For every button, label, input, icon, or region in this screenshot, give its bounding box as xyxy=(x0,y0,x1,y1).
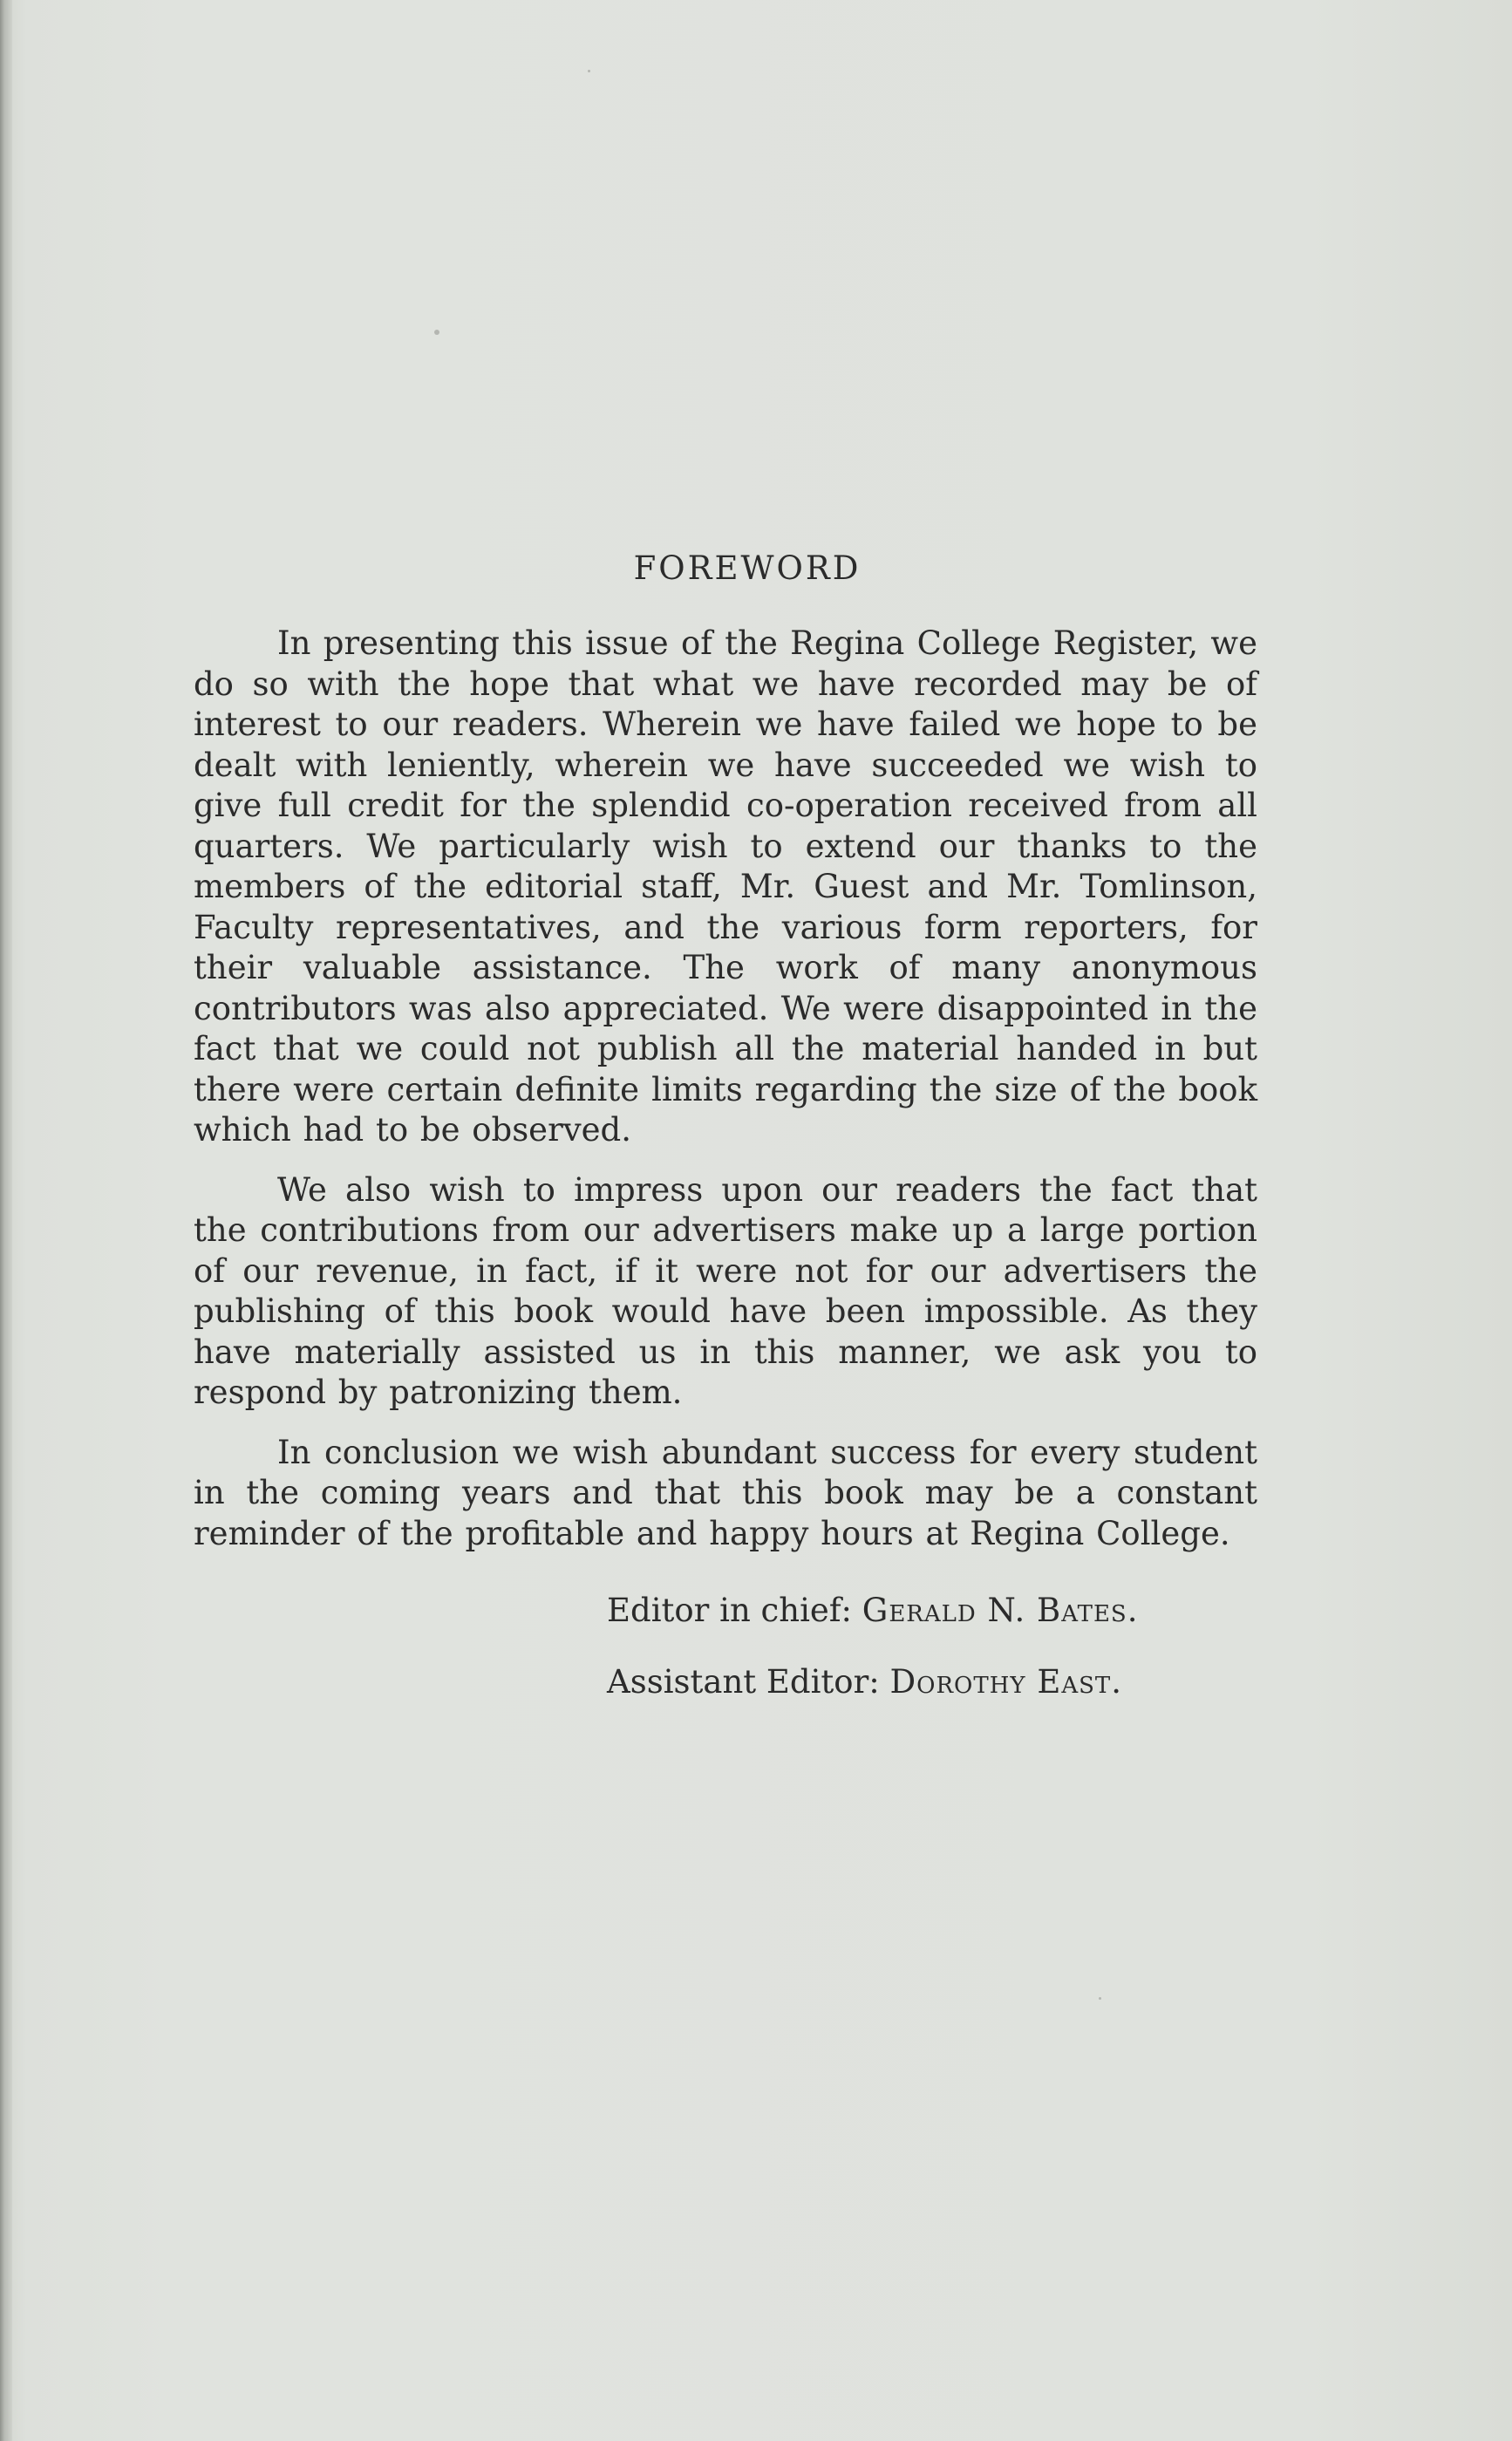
editor-in-chief-signature xyxy=(607,1591,1257,1631)
paper-speck xyxy=(434,330,439,335)
paper-speck xyxy=(588,70,590,72)
foreword-section xyxy=(194,549,1257,1702)
signature-name: Gerald N. Bates. xyxy=(862,1592,1139,1629)
signature-role: Editor in chief: xyxy=(607,1592,852,1629)
signature-name: Dorothy East. xyxy=(889,1663,1123,1701)
assistant-editor-signature xyxy=(607,1662,1257,1702)
paper-speck xyxy=(1099,1997,1101,2000)
foreword-paragraph-2: We also wish to impress upon our readers the fact that the contributions from our advertisers make up a large portion of our revenue, in fact, if it were not for our advertisers the publishing of this book would have been impossible. As they have materially assisted us in this manner, we ask you to respond by patronizing them. xyxy=(194,1170,1257,1411)
foreword-paragraph-1: In presenting this issue of the Regina College Register, we do so with the hope that what we have recorded may be of interest to our readers. Wherein we have failed we hope to be dealt with leniently, wherein we have succeeded we wish to give full credit for the splendid co-operation received from all quarters. We particularly wish to extend our thanks to the members of the editorial staff, Mr. Guest and Mr. Tomlinson, Faculty representatives, and the various form reporters, for their valuable assistance. The work of many anonymous contributors was also appreciated. We were disappointed in the fact that we could not publish all the material handed in but there were certain definite limits regarding the size of the book which had to be observed. xyxy=(194,624,1257,1149)
binding-edge xyxy=(0,0,12,2441)
foreword-title: FOREWORD xyxy=(633,549,862,587)
foreword-paragraph-3: In conclusion we wish abundant success for every student in the coming years and that this book may be a constant reminder of the profitable and happy hours at Regina College. xyxy=(194,1433,1257,1552)
signature-role: Assistant Editor: xyxy=(607,1663,880,1701)
